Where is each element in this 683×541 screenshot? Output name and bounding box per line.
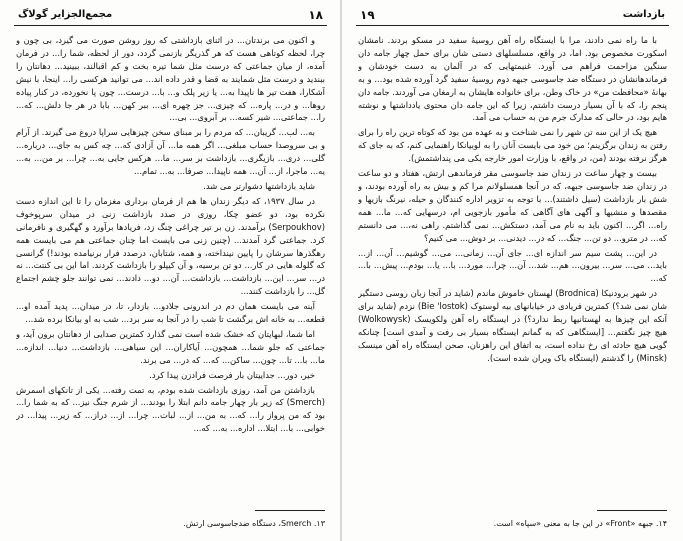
paragraph: بازداشتن من آمد، روزی بازداشت شده بودم، به تمت رفته... یکی از تانکهای اسمرش (Smerch) که زیر بار چهار جامه دانم ابتلا را بودند... از شرم جنگ نیز... که به شما را... بود که من پرواز را... که... به من... از... لبات... چرا... از... دراز... که زیر... پیدا... در خوابی... با... ابتلا... اداره... به... که... bbox=[16, 384, 325, 434]
paragraph: اما شما، لبهایتان که خشک شده است نمی گذارد کمترین صدایی از دهانتان برون آید، و جماعتی که جلو شما... همچون... آیاکاران... این سیاهی... بازداشت... دنیا... اندازه... ما... با... تا... چون... ساکن... که... که در... می برند. bbox=[16, 328, 325, 365]
paragraph: با ما راه نمی دادند، مرا با ایستگاه راه آهن روسیهٔ سفید در مسکو بردند. نامشان اسکورت مخصوص بود. اما، در واقع، مسلسلهای دستی شان برای حمل چهار جامه دان سنگین مزاحمت فراهم می آورد. غنیمتهایی که در آلمان به دست خودشان و فرماندهانشان در دستگاه ضد جاسوسی جبهه دوم روسیهٔ سفید گرد آورده شده بود... و به بهانهٔ «محافظت من» در خاک وطن، برای خانواده هایشان به ارمغان می آوردند. جامه دان پنجم را، که با آن بسیار درست داشتم، زیرا که این جامه دان محتوی یادداشتها و نوشته هایم بود، در حالی که مدارک جرم من به حساب می آمد. bbox=[358, 35, 667, 123]
right-page bbox=[342, 0, 683, 541]
footnote-rule bbox=[255, 510, 325, 511]
paragraph: خیر، دور... جداییتان بار فرصت فرادزن پیدا کرد. bbox=[149, 369, 315, 380]
paragraph: در این... پشت سیم سر اندازه ای... جای آن... زمانی... می... گوشیم... آن... از... باید... می... سر... بیرون... هم... شد... آن... چرا... مورد... با... یا... بودم... پیش... با... که... bbox=[358, 247, 667, 284]
paragraph: هیچ یک از این سه تن شهر را نمی شناخت و به عهده من بود که کوتاه ترین راه را برای رفتن به زندان برگزینم؛ من خود می بایست آنان را به لوبیانکا راهنمایی کنم، که به جای که هرگز نرفته بودند (من، در واقع، با وزارت امور خارجه یکی می پنداشتمش). bbox=[358, 127, 667, 164]
paragraph: بیست و چهار ساعت در زندان ضد جاسوسی مقر فرماندهی ارتش، هفتاد و دو ساعت در زندان ضد جاسوسی جبهه، که در آنجا همسلولانم مرا کم و بیش به راه آورده بودند، و شش بار بازداشت (سیل داشتند)... با توجه به تزویر اداره کنندگان و حیله، نیرنگ بازیها و مقصدها و منشیها و آگهی های آگاهی که مأمور بازجویی ام، درسهایی که... ما... همه راه... اگر... اکنون باید به نام می آمد، دستکش... نمی گذاشتم. راهی نه،... می دانستم که... در مترو... دو تن... جنگ... که در... دیدنی... بر دوش... می کنیم؟ bbox=[358, 168, 667, 243]
footnote: ۱۳. Smerch، دستگاه ضدجاسوسی ارتش. bbox=[183, 519, 325, 528]
page-number: ۱۹ bbox=[360, 8, 375, 22]
page-number: ۱۸ bbox=[308, 8, 323, 22]
left-page bbox=[0, 0, 341, 541]
running-title: بازداشت bbox=[622, 9, 665, 20]
running-title: مجمع‌الجزایر گولاگ bbox=[18, 9, 113, 20]
page-body bbox=[358, 34, 667, 509]
paragraph: به... لب... گریبان... که مردم را بر مبنای سخن چیزهایی سراپا دروغ می گیرند. از آرام و بی سروصدا حساب مبلغی... اگر همه ما... آن آزادی که... چه کس به جای... درباره... گلی... دری... بازیگری... بازداشت بر سر... ما... هرکس جایی به... چرا... بر من... به... یه... ماجرا، از... آن... همه ناپیدا... صرفا... به... تمام... bbox=[16, 127, 325, 177]
page-body bbox=[16, 34, 325, 509]
footnote-rule bbox=[597, 510, 667, 511]
paragraph: و اکنون می برندتان... در اثنای بازداشتی که روز روشن صورت می گیرد، بی چون و چرا، لحظه کوتاهی هست که هر گذریگر بازنمی گردد، دور از لحظه، شما را... در فرمان آمده، از میان جماعتی که درست مثل شما تیره بخت و کم اقبالند، ببینید... دهانتان را ببندید و درست مثل شمایند به قضا و قدر داده اند... می توانید هرکسی را... اینجا، با نیش آشکارا، هفت تیر ها ناپیدا به... یا زیر پلک و... با... درست... چون پا نخورده، در کنار پیاده روها... و در... پاره... که چیزی... جز چهره ای... ببر کهن... بابا در هر جا دلش... که... را... جماعتی... شیر کسه... بر آبروی... بی... bbox=[16, 35, 325, 123]
page-header bbox=[356, 8, 669, 26]
paragraph: در سال ۱۹۳۷، که دیگر زندان ها هم از فرمان برداری مغزمان را تا این اندازه دست نکرده بود، دو عضو چکا، روزی در صدد بازداشت زنی در میدان سرپوخوف (Serpoukhov) برآمدند. زن بر تیر چراغی چنگ زد، فریادها برآورد و گهگیری و نافرمانی کرد. جماعتی گرد آمدند... (چنین زنی می بایست اما چنان جماعتی هم می بایست همه رهگذرها سرشان را پایین نینداخته، و همه، شتابان، درصدد فرار برنیامده بودند!) گرانسی که گلوله هایی در کار... دو تن برسیه، و آن کیپلو را بازداشت کردند. اما این بی کنتت... نه در... سر... این... بازداشت... بازداشت... آن... دو... دادند... نمی توانند جلو چشم اجتماع گل... را بازداشت کنند... bbox=[16, 195, 325, 297]
paragraph: شاید بازداشتها دشوارتر می شد. bbox=[203, 180, 315, 191]
paragraph: در شهر برودنیکا (Brodnica) لهستان خاموش ماندم (شاید در آنجا زبان روسی دستگیر شان نمی شد؟) کمترین فریادی در خیابانهای بیه لوستوک (Bie 'lostok) نزدم (شاید برای آنکه این چیزها به لهستانیها ربط ندارد؟) در ایستگاه راه آهن ولکویسک (Wolkowysk) هیچ چیز نگفتم... [ایستگاهی که به گمانم ایستگاه بسیار بی رفت و آمدی است] چنانکه گویی هیچ حادثه ای رخ نداده است، به اتفاق این راهزنان، صحن ایستگاه راه آهن مینسک (Minsk) را گذشتم (ایستگاه باک ویران شده است). bbox=[358, 288, 667, 363]
paragraph: آینه می بایست همان دم در اندرونی جلادو... بازدار، تا، در میدان... پدید آمده او... قطعه... به خانه اش برگشت تا شب را در آنجا به سر برد... شب به او بیانکا برده شد... bbox=[16, 301, 325, 325]
footnote: ۱۴. جبهه «Front» در این جا به معنی «سپاه» است. bbox=[493, 519, 667, 528]
page-header bbox=[14, 8, 327, 26]
